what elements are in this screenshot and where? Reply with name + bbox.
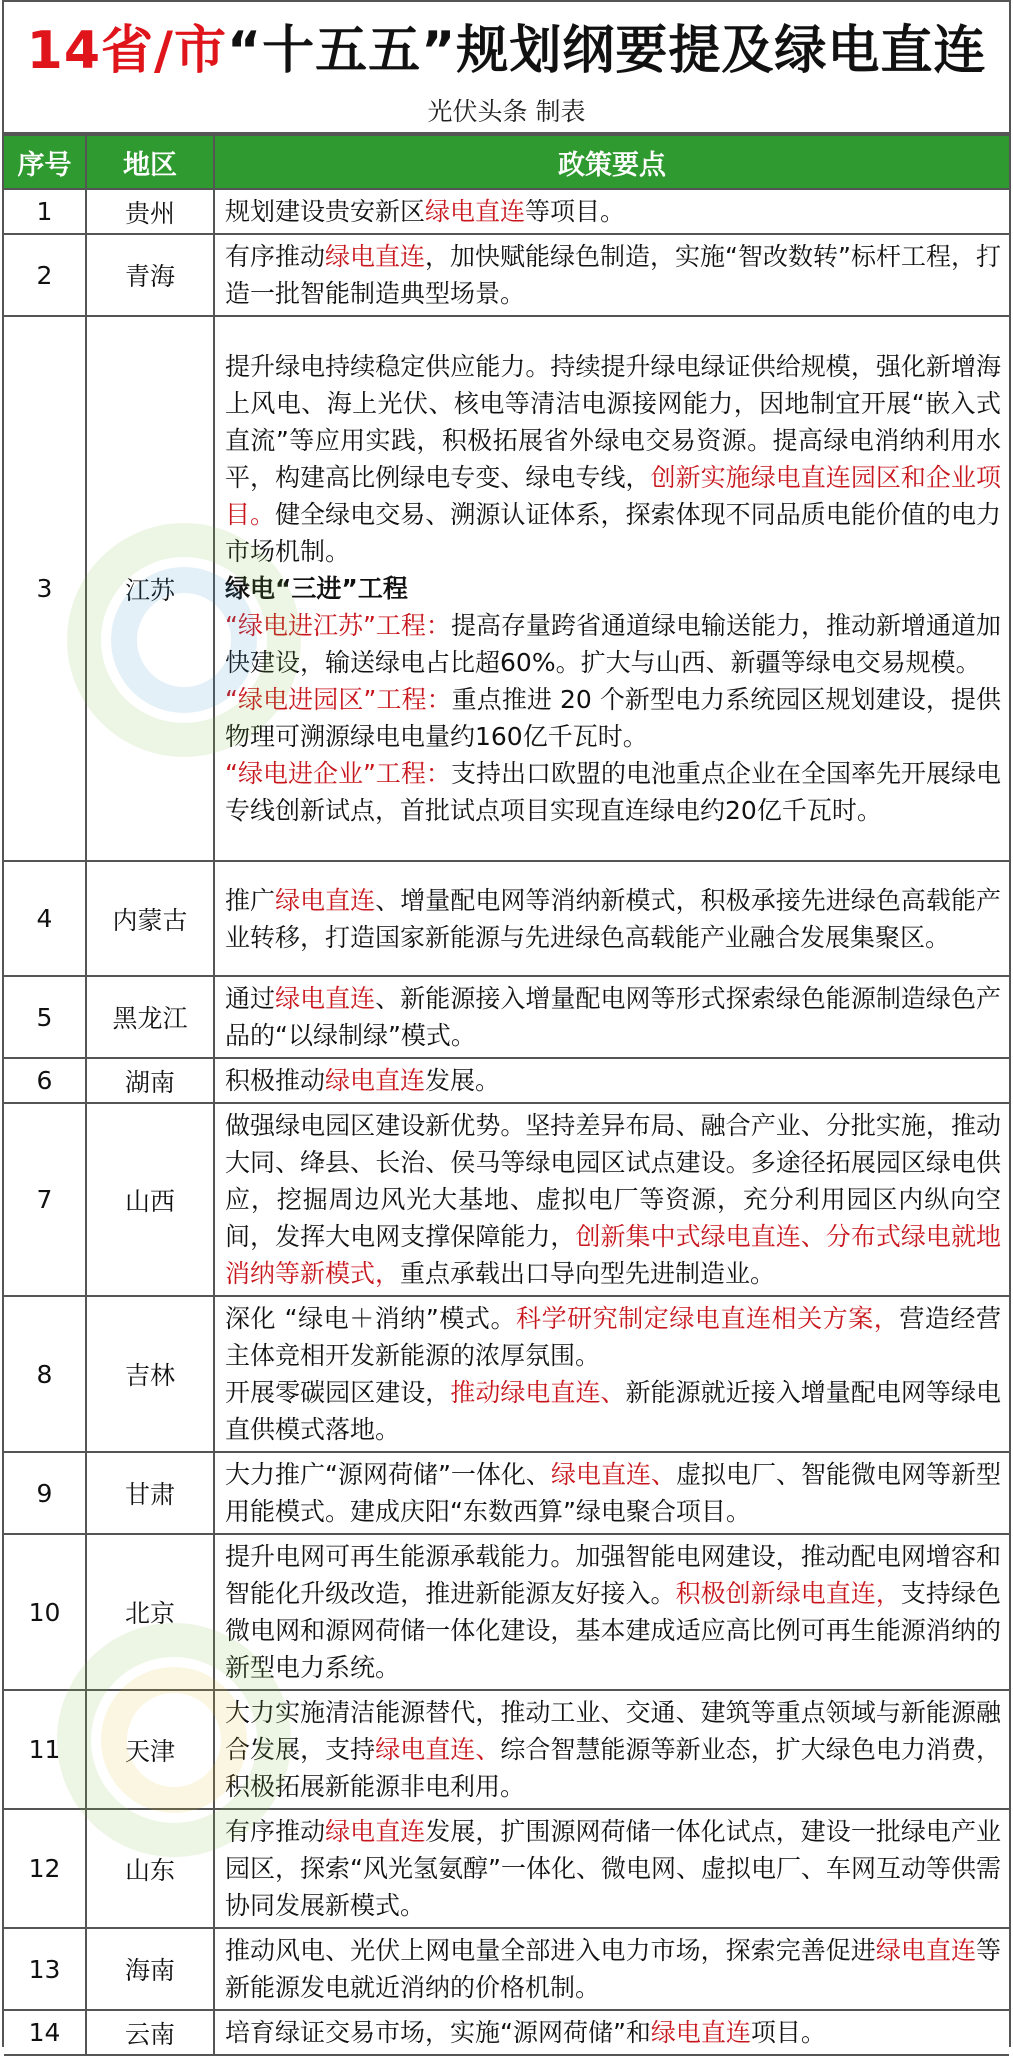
row-region: 北京 bbox=[86, 1534, 214, 1690]
row-region: 甘肃 bbox=[86, 1452, 214, 1534]
row-number: 5 bbox=[4, 976, 86, 1058]
row-number: 1 bbox=[4, 189, 86, 234]
table-row bbox=[4, 2010, 1009, 2055]
highlight-text: 科学研究制定绿电直连相关方案， bbox=[516, 1304, 900, 1333]
policy-text: 深化 “绿电＋消纳”模式。 bbox=[225, 1304, 517, 1333]
row-policy bbox=[214, 1690, 1009, 1809]
row-policy bbox=[214, 1809, 1009, 1928]
policy-paragraph bbox=[225, 681, 1001, 755]
policy-paragraph bbox=[225, 570, 1001, 607]
policy-paragraph bbox=[225, 1932, 1001, 2006]
row-region: 青海 bbox=[86, 234, 214, 316]
policy-text: 虚拟电厂、智能微电网等新型用能模式。建成庆阳“东数西算”绿电聚合项目。 bbox=[225, 1460, 1001, 1526]
row-number: 14 bbox=[4, 2010, 86, 2055]
highlight-text: “绿电进园区”工程： bbox=[225, 685, 452, 714]
table-header-row bbox=[4, 135, 1009, 189]
highlight-text: 绿电直连 bbox=[650, 2018, 751, 2047]
policy-text: 等项目。 bbox=[525, 197, 626, 226]
row-number: 6 bbox=[4, 1058, 86, 1103]
policy-paragraph bbox=[225, 980, 1001, 1054]
table-row bbox=[4, 1534, 1009, 1690]
policy-text: ，加快赋能绿色制造，实施“智改数转”标杆工程，打造一批智能制造典型场景。 bbox=[225, 242, 1001, 308]
row-region: 吉林 bbox=[86, 1296, 214, 1452]
policy-text: 综合智慧能源等新业态，扩大绿色电力消费，积极拓展新能源非电利用。 bbox=[225, 1735, 1001, 1801]
policy-paragraph bbox=[225, 1300, 1001, 1374]
policy-text: 支持绿色微电网和源网荷储一体化建设，基本建成适应高比例可再生能源消纳的新型电力系统。 bbox=[225, 1579, 1001, 1682]
policy-text: 有序推动 bbox=[225, 1817, 326, 1846]
table-row bbox=[4, 1690, 1009, 1809]
policy-text: 发展，扩围源网荷储一体化试点，建设一批绿电产业园区，探索“风光氢氨醇”一体化、微电网、虚拟电厂、车网互动等供需协同发展新模式。 bbox=[225, 1817, 1001, 1920]
row-number: 10 bbox=[4, 1534, 86, 1690]
policy-paragraph bbox=[225, 882, 1001, 956]
row-policy bbox=[214, 1296, 1009, 1452]
table-row bbox=[4, 189, 1009, 234]
policy-text: 项目。 bbox=[750, 2018, 826, 2047]
policy-text: 大力推广“源网荷储”一体化、 bbox=[225, 1460, 551, 1489]
policy-text: 做强绿电园区建设新优势。坚持差异布局、融合产业、分批实施，推动大同、绛县、长治、侯马等绿电园区试点建设。多途径拓展园区绿电供应，挖掘周边风光大基地、虚拟电厂等资源，充分利用园区内纵向空间，发挥大电网支撑保障能力， bbox=[225, 1111, 1001, 1251]
policy-paragraph bbox=[225, 348, 1001, 570]
row-number: 9 bbox=[4, 1452, 86, 1534]
row-region: 黑龙江 bbox=[86, 976, 214, 1058]
highlight-text: 绿电直连 bbox=[325, 1817, 426, 1846]
table-row bbox=[4, 976, 1009, 1058]
row-policy bbox=[214, 1058, 1009, 1103]
highlight-text: 绿电直连、 bbox=[550, 1460, 676, 1489]
title-main: “十五五”规划纲要提及绿电直连 bbox=[227, 20, 987, 81]
highlight-text: 绿电直连 bbox=[425, 197, 526, 226]
highlight-text: “绿电进企业”工程： bbox=[225, 759, 451, 788]
row-policy bbox=[214, 1928, 1009, 2010]
row-policy bbox=[214, 1103, 1009, 1296]
policy-paragraph bbox=[225, 1813, 1001, 1924]
highlight-text: 绿电直连 bbox=[275, 885, 376, 915]
policy-text: 支持出口欧盟的电池重点企业在全国率先开展绿电专线创新试点，首批试点项目实现直连绿电约20亿千瓦时。 bbox=[225, 759, 1001, 825]
row-policy bbox=[214, 861, 1009, 976]
table-row bbox=[4, 1103, 1009, 1296]
policy-text: 积极推动 bbox=[225, 1066, 326, 1095]
highlight-text: 绿电直连 bbox=[875, 1936, 976, 1965]
policy-text: 开展零碳园区建设， bbox=[225, 1378, 451, 1407]
row-number: 8 bbox=[4, 1296, 86, 1452]
row-policy bbox=[214, 2010, 1009, 2055]
policy-text: 发展。 bbox=[425, 1066, 501, 1095]
policy-paragraph bbox=[225, 1456, 1001, 1530]
bold-heading: 绿电“三进”工程 bbox=[225, 574, 408, 603]
policy-text: 提升电网可再生能源承载能力。加强智能电网建设，推动配电网增容和智能化升级改造，推进新能源友好接入。 bbox=[225, 1542, 1001, 1608]
row-number: 3 bbox=[4, 316, 86, 861]
row-policy bbox=[214, 976, 1009, 1058]
highlight-text: 创新集中式绿电直连、分布式绿电就地消纳等新模式， bbox=[225, 1222, 1001, 1288]
header-num: 序号 bbox=[4, 135, 86, 189]
policy-paragraph bbox=[225, 1694, 1001, 1805]
policy-paragraph bbox=[225, 755, 1001, 829]
highlight-text: 绿电直连 bbox=[325, 242, 426, 271]
table-row bbox=[4, 1452, 1009, 1534]
row-region: 山西 bbox=[86, 1103, 214, 1296]
row-region: 贵州 bbox=[86, 189, 214, 234]
row-region: 湖南 bbox=[86, 1058, 214, 1103]
row-number: 12 bbox=[4, 1809, 86, 1928]
policy-text: 、新能源接入增量配电网等形式探索绿色能源制造绿色产品的“以绿制绿”模式。 bbox=[225, 984, 1001, 1050]
row-region: 天津 bbox=[86, 1690, 214, 1809]
row-policy bbox=[214, 316, 1009, 861]
highlight-text: 绿电直连、 bbox=[375, 1735, 501, 1764]
table-row bbox=[4, 1296, 1009, 1452]
row-policy bbox=[214, 1534, 1009, 1690]
title-highlight: 14省/市 bbox=[26, 20, 227, 81]
policy-text: 等新能源发电就近消纳的价格机制。 bbox=[225, 1936, 1001, 2002]
row-policy bbox=[214, 1452, 1009, 1534]
highlight-text: “绿电进江苏”工程： bbox=[225, 611, 451, 640]
policy-paragraph bbox=[225, 238, 1001, 312]
row-region: 内蒙古 bbox=[86, 861, 214, 976]
policy-sheet bbox=[2, 0, 1011, 2047]
header-region: 地区 bbox=[86, 135, 214, 189]
policy-text: 重点承载出口导向型先进制造业。 bbox=[400, 1259, 776, 1288]
header-policy: 政策要点 bbox=[214, 135, 1009, 189]
page-title bbox=[4, 0, 1009, 88]
row-number: 11 bbox=[4, 1690, 86, 1809]
table-row bbox=[4, 861, 1009, 976]
highlight-text: 积极创新绿电直连， bbox=[675, 1579, 901, 1608]
policy-text: 规划建设贵安新区 bbox=[225, 197, 426, 226]
row-number: 13 bbox=[4, 1928, 86, 2010]
highlight-text: 绿电直连 bbox=[325, 1066, 426, 1095]
table-row bbox=[4, 1928, 1009, 2010]
policy-text: 提高存量跨省通道绿电输送能力，推动新增通道加快建设，输送绿电占比超60%。扩大与山西、新疆等绿电交易规模。 bbox=[225, 611, 1001, 677]
policy-text: 重点推进 20 个新型电力系统园区规划建设，提供物理可溯源绿电电量约160亿千瓦时。 bbox=[225, 685, 1001, 751]
highlight-text: 推动绿电直连、 bbox=[450, 1378, 626, 1407]
policy-text: 通过 bbox=[225, 984, 276, 1013]
policy-text: 、增量配电网等消纳新模式，积极承接先进绿色高载能产业转移，打造国家新能源与先进绿色高载能产业融合发展集聚区。 bbox=[225, 885, 1001, 952]
policy-text: 培育绿证交易市场，实施“源网荷储”和 bbox=[225, 2018, 651, 2047]
row-policy bbox=[214, 189, 1009, 234]
table-body bbox=[4, 189, 1009, 2055]
highlight-text: 创新实施绿电直连园区和企业项目。 bbox=[225, 463, 1001, 529]
policy-paragraph bbox=[225, 1107, 1001, 1292]
row-number: 7 bbox=[4, 1103, 86, 1296]
policy-text: 有序推动 bbox=[225, 242, 326, 271]
policy-paragraph bbox=[225, 2014, 1001, 2051]
policy-paragraph bbox=[225, 1538, 1001, 1686]
row-number: 4 bbox=[4, 861, 86, 976]
policy-paragraph bbox=[225, 607, 1001, 681]
policy-text: 提升绿电持续稳定供应能力。持续提升绿电绿证供给规模，强化新增海上风电、海上光伏、核电等清洁电源接网能力，因地制宜开展“嵌入式直流”等应用实践，积极拓展省外绿电交易资源。提高绿电消纳利用水平，构建高比例绿电专变、绿电专线， bbox=[225, 352, 1001, 492]
policy-text: 营造经营主体竞相开发新能源的浓厚氛围。 bbox=[225, 1304, 1001, 1370]
policy-paragraph bbox=[225, 1062, 1001, 1099]
row-region: 海南 bbox=[86, 1928, 214, 2010]
table-row bbox=[4, 234, 1009, 316]
row-policy bbox=[214, 234, 1009, 316]
policy-text: 健全绿电交易、溯源认证体系，探索体现不同品质电能价值的电力市场机制。 bbox=[225, 500, 1001, 566]
highlight-text: 绿电直连 bbox=[275, 984, 376, 1013]
policy-text: 新能源就近接入增量配电网等绿电直供模式落地。 bbox=[225, 1378, 1001, 1444]
policy-paragraph bbox=[225, 1374, 1001, 1448]
table-row bbox=[4, 1809, 1009, 1928]
table-row bbox=[4, 1058, 1009, 1103]
row-region: 云南 bbox=[86, 2010, 214, 2055]
row-region: 江苏 bbox=[86, 316, 214, 861]
row-number: 2 bbox=[4, 234, 86, 316]
policy-table bbox=[4, 134, 1009, 2056]
policy-paragraph bbox=[225, 193, 1001, 230]
page-subtitle: 光伏头条 制表 bbox=[4, 88, 1009, 134]
table-row bbox=[4, 316, 1009, 861]
policy-text: 推动风电、光伏上网电量全部进入电力市场，探索完善促进 bbox=[225, 1936, 876, 1965]
policy-text: 大力实施清洁能源替代，推动工业、交通、建筑等重点领域与新能源融合发展，支持 bbox=[225, 1698, 1001, 1764]
policy-text: 推广 bbox=[225, 885, 276, 915]
row-region: 山东 bbox=[86, 1809, 214, 1928]
